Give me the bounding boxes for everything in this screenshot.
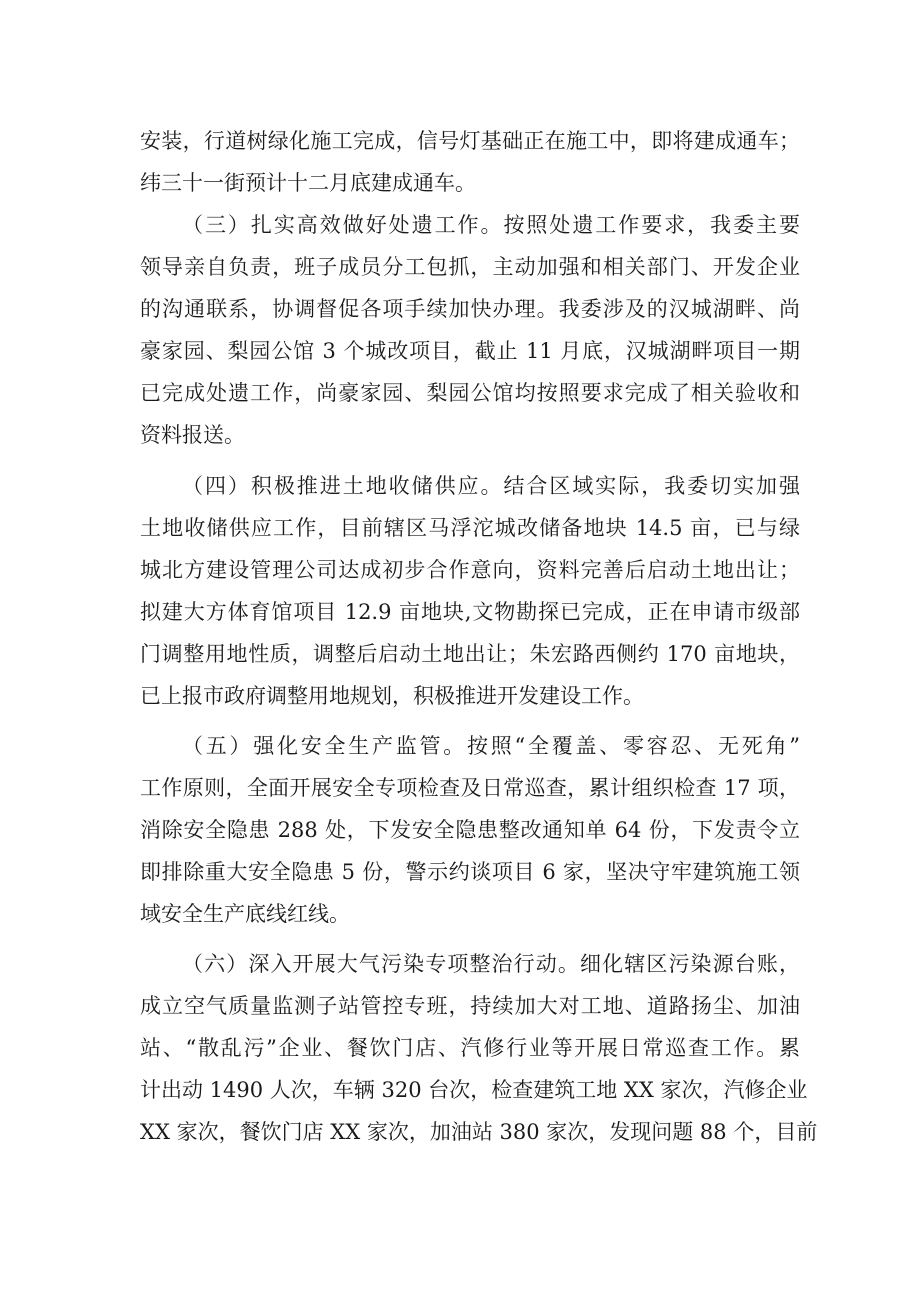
paragraph-2-line-1: （三）扎实高效做好处遗工作。按照处遗工作要求，我委主要 xyxy=(182,213,800,237)
paragraph-4-line-5: 域安全生产底线红线。 xyxy=(140,902,350,926)
paragraph-3-line-2: 土地收储供应工作，目前辖区马浮沱城改储备地块 14.5 亩，已与绿 xyxy=(140,516,800,540)
paragraph-3-line-5: 门调整用地性质，调整后启动土地出让；朱宏路西侧约 170 亩地块， xyxy=(140,642,800,666)
paragraph-4-line-3: 消除安全隐患 288 处，下发安全隐患整改通知单 64 份，下发责令立 xyxy=(140,818,800,842)
paragraph-5-line-2: 成立空气质量监测子站管控专班，持续加大对工地、道路扬尘、加油 xyxy=(140,994,800,1018)
paragraph-2-line-6: 资料报送。 xyxy=(140,423,245,447)
paragraph-2-line-2: 领导亲自负责，班子成员分工包抓，主动加强和相关部门、开发企业 xyxy=(140,255,800,279)
paragraph-5-line-4: 计出动 1490 人次，车辆 320 台次，检查建筑工地 XX 家次，汽修企业 xyxy=(140,1078,808,1102)
paragraph-2-line-3: 的沟通联系，协调督促各项手续加快办理。我委涉及的汉城湖畔、尚 xyxy=(140,297,800,321)
paragraph-3-line-6: 已上报市政府调整用地规划，积极推进开发建设工作。 xyxy=(140,684,644,708)
paragraph-5-line-1: （六）深入开展大气污染专项整治行动。细化辖区污染源台账， xyxy=(182,952,800,976)
paragraph-4-line-4: 即排除重大安全隐患 5 份，警示约谈项目 6 家，坚决守牢建筑施工领 xyxy=(140,860,800,884)
paragraph-1-line-2: 纬三十一街预计十二月底建成通车。 xyxy=(140,171,476,195)
paragraph-2-line-5: 已完成处遗工作，尚豪家园、梨园公馆均按照要求完成了相关验收和 xyxy=(140,381,800,405)
paragraph-3-line-4: 拟建大方体育馆项目 12.9 亩地块,文物勘探已完成，正在申请市级部 xyxy=(140,600,800,624)
paragraph-3-line-1: （四）积极推进土地收储供应。结合区域实际，我委切实加强 xyxy=(182,474,800,498)
paragraph-2-line-4: 豪家园、梨园公馆 3 个城改项目，截止 11 月底，汉城湖畔项目一期 xyxy=(140,339,800,363)
paragraph-3-line-3: 城北方建设管理公司达成初步合作意向，资料完善后启动土地出让； xyxy=(140,558,800,582)
paragraph-4-line-2: 工作原则，全面开展安全专项检查及日常巡查，累计组织检查 17 项， xyxy=(140,776,800,800)
paragraph-5-line-3: 站、“散乱污”企业、餐饮门店、汽修行业等开展日常巡查工作。累 xyxy=(140,1036,800,1060)
paragraph-4-line-1: （五）强化安全生产监管。按照“全覆盖、零容忍、无死角” xyxy=(182,734,800,758)
paragraph-5-line-5: XX 家次，餐饮门店 XX 家次，加油站 380 家次，发现问题 88 个，目前 xyxy=(140,1120,818,1144)
paragraph-1-line-1: 安装，行道树绿化施工完成，信号灯基础正在施工中，即将建成通车； xyxy=(140,129,800,153)
